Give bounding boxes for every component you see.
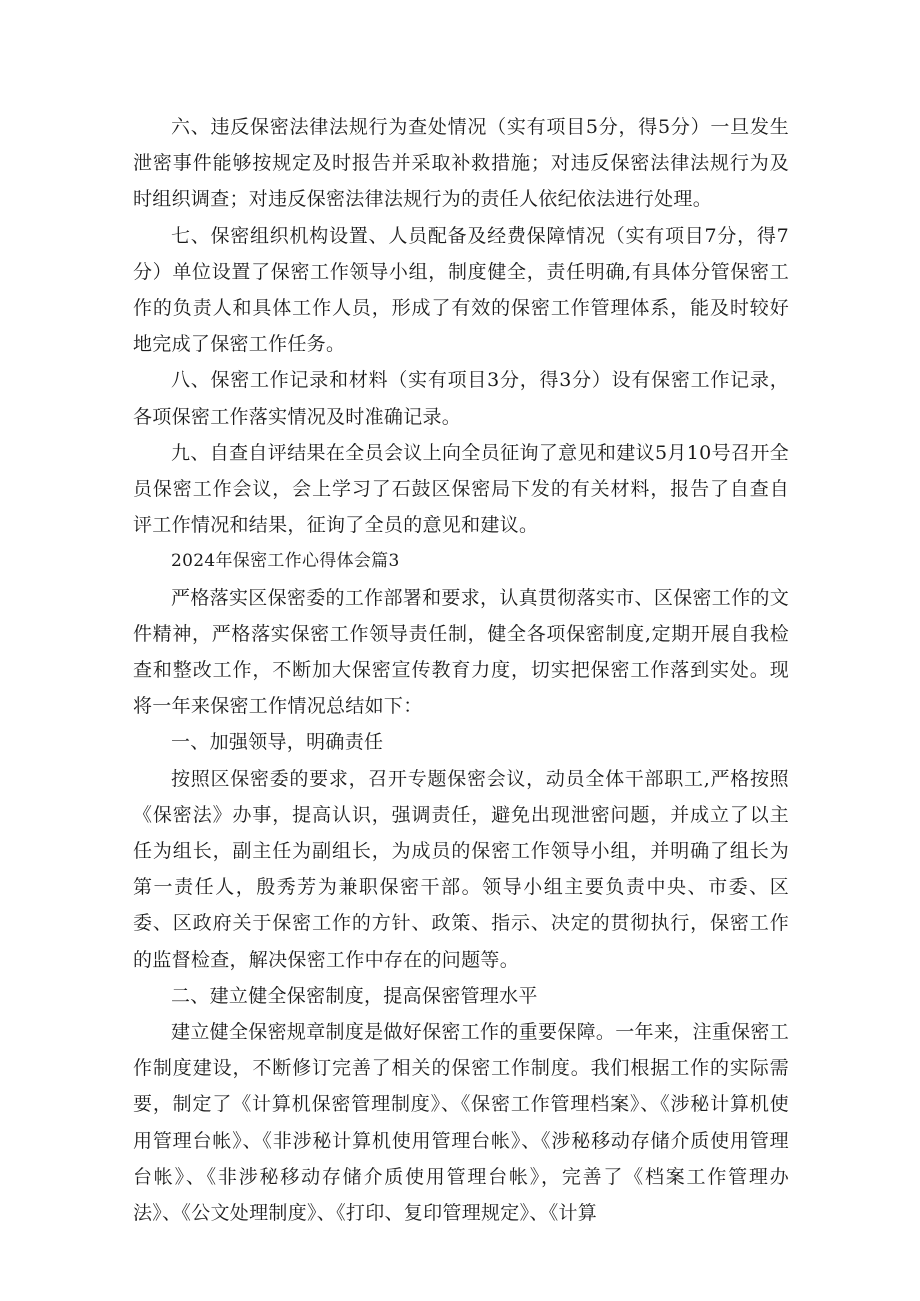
section-title: 2024年保密工作心得体会篇3 [171, 551, 400, 572]
paragraph-nine: 九、自查自评结果在全员会议上向全员征询了意见和建议5月10号召开全员保密工作会议，会上学习了石鼓区保密局下发的有关材料，报告了自查自评工作情况和结果，征询了全员的意见和建议。 [133, 441, 789, 537]
heading-one: 一、加强领导，明确责任 [171, 731, 384, 754]
paragraph-system: 建立健全保密规章制度是做好保密工作的重要保障。一年来，注重保密工作制度建设，不断修订完善了相关的保密工作制度。我们根据工作的实际需要，制定了《计算机保密管理制度》、《保密工作管理档案》、《涉秘计算机使用管理台帐》、《非涉秘计算机使用管理台帐》、《涉秘移动存储介质使用管理台帐》、《非涉秘移动存储介质使用管理台帐》，完善了《档案工作管理办法》、《公文处理制度》、《打印、复印管理规定》、《计算 [133, 1021, 789, 1225]
document-body [133, 109, 789, 1231]
intro-paragraph: 严格落实区保密委的工作部署和要求，认真贯彻落实市、区保密工作的文件精神，严格落实保密工作领导责任制，健全各项保密制度,定期开展自我检查和整改工作，不断加大保密宣传教育力度，切实把保密工作落到实处。现将一年来保密工作情况总结如下： [133, 586, 789, 718]
paragraph-seven: 七、保密组织机构设置、人员配备及经费保障情况（实有项目7分，得7分）单位设置了保密工作领导小组，制度健全，责任明确,有具体分管保密工作的负责人和具体工作人员，形成了有效的保密工作管理体系，能及时较好地完成了保密工作任务。 [133, 224, 789, 356]
paragraph-six: 六、违反保密法律法规行为查处情况（实有项目5分，得5分）一旦发生泄密事件能够按规定及时报告并采取补救措施；对违反保密法律法规行为及时组织调查；对违反保密法律法规行为的责任人依纪依法进行处理。 [133, 116, 789, 211]
paragraph-eight: 八、保密工作记录和材料（实有项目3分，得3分）设有保密工作记录，各项保密工作落实情况及时准确记录。 [133, 369, 789, 428]
paragraph-leadership: 按照区保密委的要求，召开专题保密会议，动员全体干部职工,严格按照《保密法》办事，提高认识，强调责任，避免出现泄密问题，并成立了以主任为组长，副主任为副组长，为成员的保密工作领导小组，并明确了组长为第一责任人，殷秀芳为兼职保密干部。领导小组主要负责中央、市委、区委、区政府关于保密工作的方针、政策、指示、决定的贯彻执行，保密工作的监督检查，解决保密工作中存在的问题等。 [133, 767, 789, 971]
heading-two: 二、建立健全保密制度，提高保密管理水平 [171, 984, 538, 1007]
